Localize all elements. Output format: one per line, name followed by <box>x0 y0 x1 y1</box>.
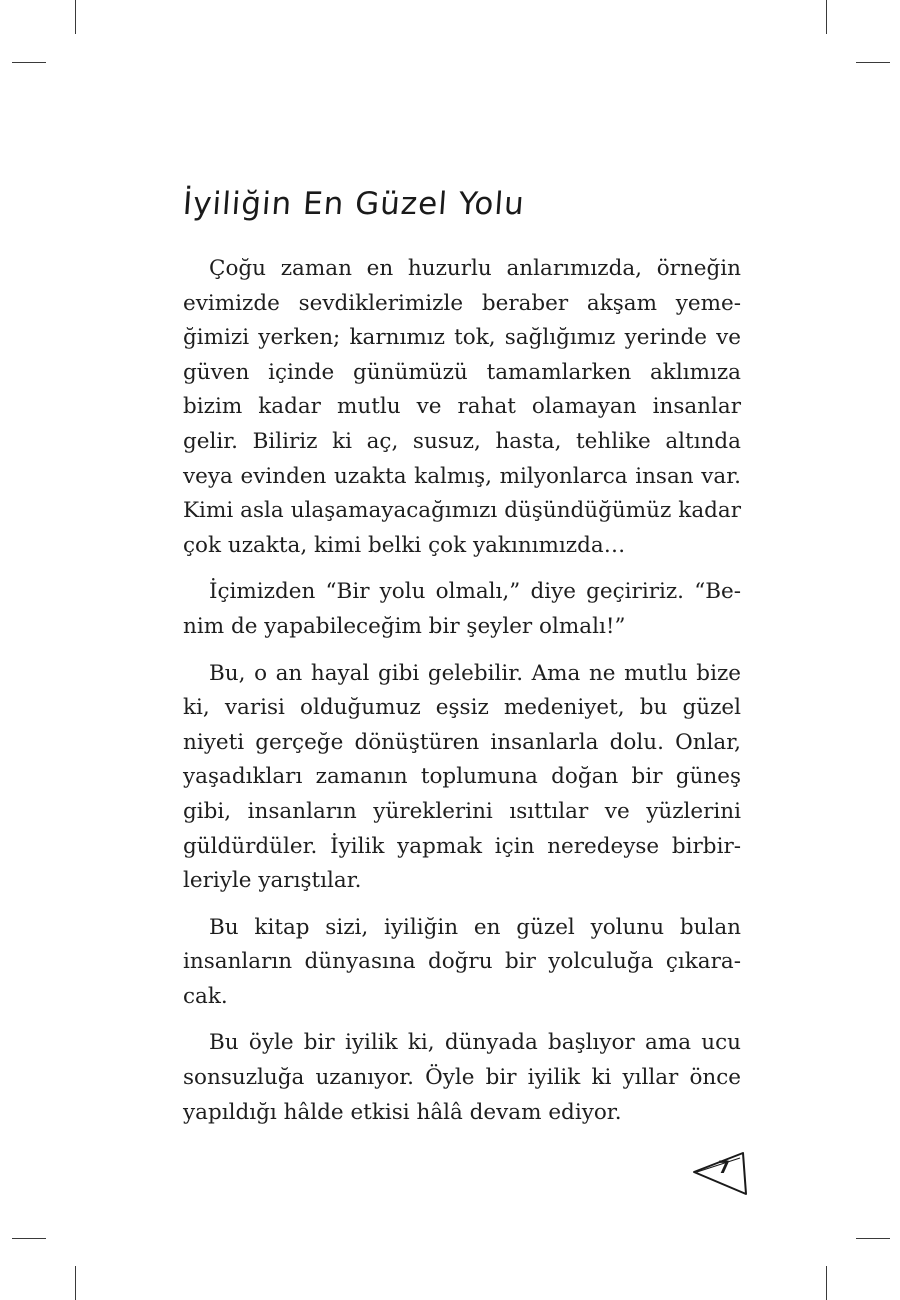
page-number-badge <box>690 1150 748 1196</box>
paragraph-1: Çoğu zaman en huzurlu anlarımızda, örneğin evimizde sevdiklerimizle beraber akşam yemeğimizi yerken; karnımız tok, sağlığımız yerinde ve güven içinde günümüzü tamamlarken aklımıza bizim kadar mutlu ve rahat olamayan insanlar gelir. Biliriz ki aç, susuz, hasta, tehlike altında veya evinden uzakta kalmış, milyonlarca insan var. Kimi asla ulaşamayacağımızı düşündüğümüz kadar çok uzakta, kimi belki çok yakınımızda… <box>183 256 741 558</box>
crop-mark-top-right <box>826 0 827 34</box>
crop-mark-top-left <box>75 0 76 34</box>
paragraph-2: İçimizden “Bir yolu olmalı,” diye geçiririz. “Benim de yapabileceğim bir şeyler olmalı!” <box>183 579 741 639</box>
chapter-title: İyiliğin En Güzel Yolu <box>181 186 526 222</box>
body-text <box>183 252 741 1142</box>
crop-mark-bottom-right <box>826 1266 827 1300</box>
crop-mark-bottom-left <box>75 1266 76 1300</box>
paragraph-3: Bu, o an hayal gibi gelebilir. Ama ne mutlu bize ki, varisi olduğumuz eşsiz medeniyet, bu güzel niyeti gerçeğe dönüştüren insanlarla dolu. Onlar, yaşadıkları zamanın toplumuna doğan bir güneş gibi, insanların yüreklerini ısıttılar ve yüzlerini güldürdüler. İyilik yapmak için neredeyse birbirleriyle yarıştılar. <box>183 660 741 894</box>
crop-mark-right-bottom <box>856 1238 890 1239</box>
crop-mark-left-top <box>12 62 46 63</box>
paragraph-5: Bu öyle bir iyilik ki, dünyada başlıyor ama ucu sonsuzluğa uzanıyor. Öyle bir iyilik ki yıllar önce yapıldığı hâlde etkisi hâlâ devam ediyor. <box>183 1030 741 1125</box>
crop-mark-right-top <box>856 62 890 63</box>
paragraph-4: Bu kitap sizi, iyiliğin en güzel yolunu bulan insanların dünyasına doğru bir yolculuğa çıkaracak. <box>183 914 741 1009</box>
crop-mark-left-bottom <box>12 1238 46 1239</box>
page-number: 7 <box>718 1158 730 1178</box>
